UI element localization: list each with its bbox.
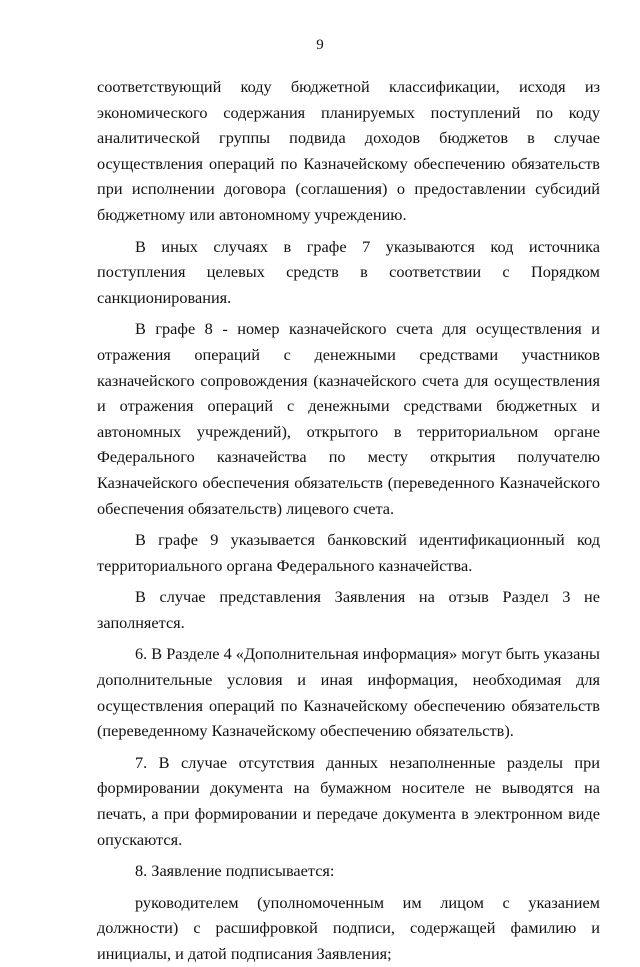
- paragraph-revocation-section-3: В случае представления Заявления на отзыв Раздел 3 не заполняется.: [97, 587, 600, 632]
- paragraph-item-6: 6. В Разделе 4 «Дополнительная информация» могут быть указаны дополнительные условия и иная информация, необходимая для осуществления операций по Казначейскому обеспечению обязательств (переведенному Казначейскому обеспечению обязательств).: [97, 644, 600, 741]
- paragraph-signatory-head: руководителем (уполномоченным им лицом с указанием должности) с расшифровкой подписи, содержащей фамилию и инициалы, и датой подписания Заявления;: [97, 892, 600, 963]
- paragraph-budget-classification: соответствующий коду бюджетной классификации, исходя из экономического содержания планируемых поступлений по коду аналитической группы подвида доходов бюджетов в случае осуществления операций по Казначейскому обеспечению обязательств при исполнении договора (соглашения) о предоставлении субсидий бюджетному или автономному учреждению.: [97, 77, 600, 224]
- document-body: [97, 74, 600, 967]
- paragraph-item-7: 7. В случае отсутствия данных незаполненные разделы при формировании документа на бумажном носителе не выводятся на печать, а при формировании и передаче документа в электронном виде опускаются.: [97, 752, 600, 849]
- paragraph-column-8: В графе 8 - номер казначейского счета для осуществления и отражения операций с денежными средствами участников казначейского сопровождения (казначейского счета для осуществления и отражения операций с денежными средствами бюджетных и автономных учреждений), открытого в территориальном органе Федерального казначейства по месту открытия получателю Казначейского обеспечения обязательств (переведенного Казначейского обеспечения обязательств) лицевого счета.: [97, 319, 600, 518]
- paragraph-column-9: В графе 9 указывается банковский идентификационный код территориального органа Федерального казначейства.: [97, 530, 600, 575]
- paragraph-column-7: В иных случаях в графе 7 указываются код источника поступления целевых средств в соответствии с Порядком санкционирования.: [97, 236, 600, 307]
- page-number: 9: [316, 37, 324, 53]
- paragraph-item-8: 8. Заявление подписывается:: [135, 861, 335, 881]
